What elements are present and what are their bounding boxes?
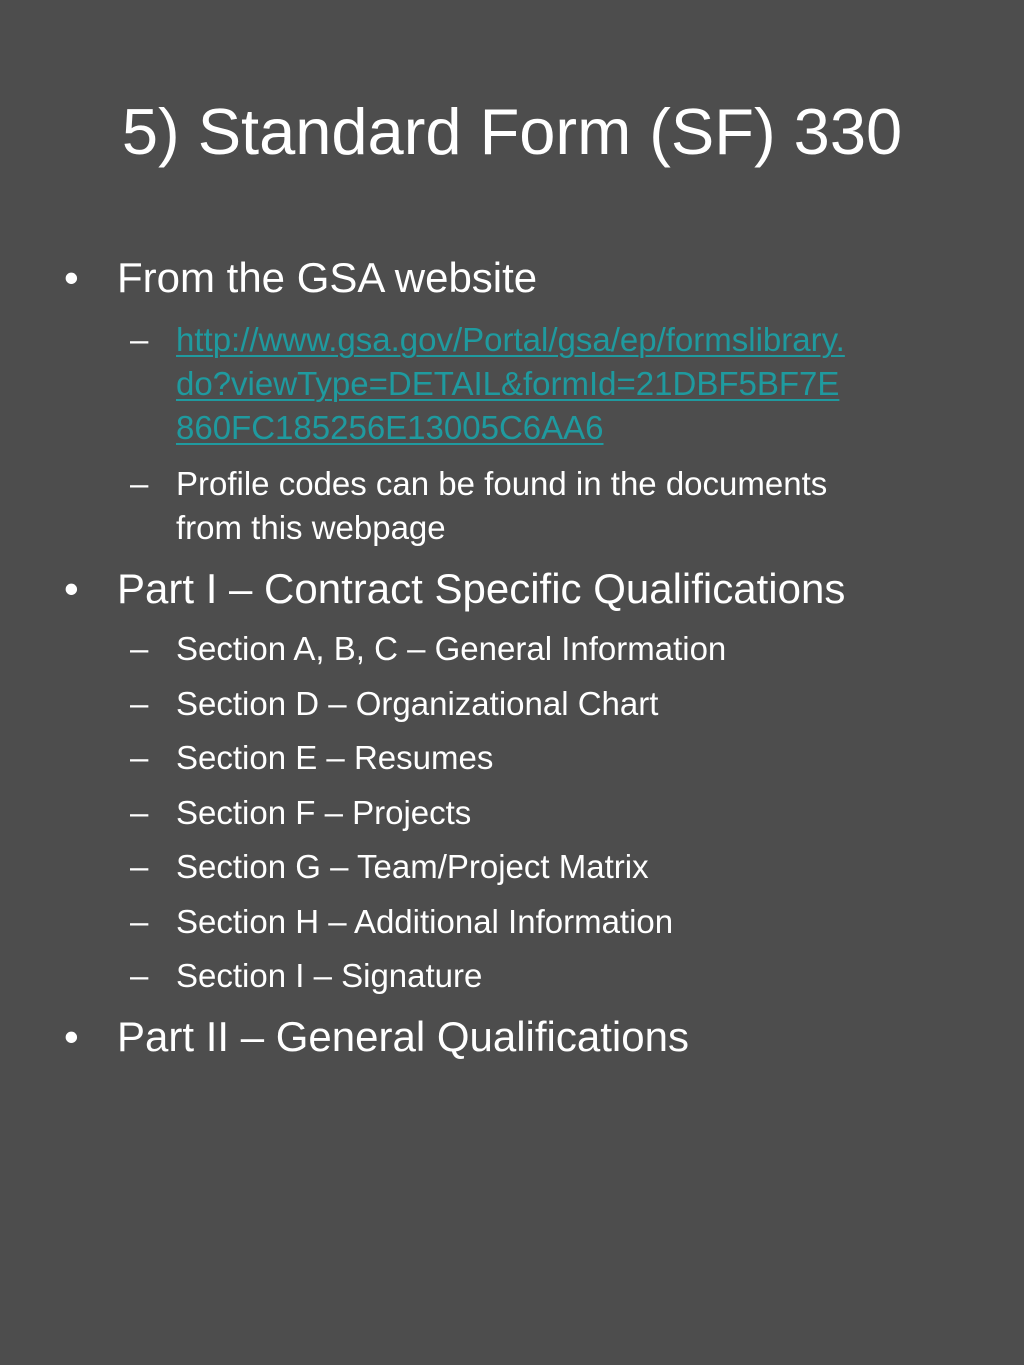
bullet-text: From the GSA website (117, 254, 538, 301)
gsa-forms-link[interactable] (176, 318, 845, 450)
bullet-marker: • (64, 1013, 79, 1060)
sub-item-text: Section D – Organizational Chart (176, 685, 659, 722)
dash-marker: – (130, 957, 149, 994)
sub-item-text: Section G – Team/Project Matrix (176, 848, 649, 885)
gsa-link-line-1[interactable]: http://www.gsa.gov/Portal/gsa/ep/formslibrary. (176, 321, 845, 358)
sub-item-text (176, 462, 827, 550)
sub-item-text: Section H – Additional Information (176, 903, 674, 940)
bullet-text: Part I – Contract Specific Qualifications (117, 565, 846, 612)
slide-title: 5) Standard Form (SF) 330 (121, 95, 903, 168)
profile-codes-line-2: from this webpage (176, 509, 446, 546)
sub-item-text: Section A, B, C – General Information (176, 630, 727, 667)
dash-marker: – (130, 321, 149, 358)
sub-item-text: Section F – Projects (176, 794, 472, 831)
dash-marker: – (130, 848, 149, 885)
gsa-link-line-2[interactable]: do?viewType=DETAIL&formId=21DBF5BF7E (176, 365, 840, 402)
sub-item-text: Section I – Signature (176, 957, 483, 994)
bullet-marker: • (64, 565, 79, 612)
bullet-text: Part II – General Qualifications (117, 1013, 689, 1060)
dash-marker: – (130, 739, 149, 776)
dash-marker: – (130, 465, 149, 502)
sub-item-text: Section E – Resumes (176, 739, 494, 776)
dash-marker: – (130, 794, 149, 831)
profile-codes-line-1: Profile codes can be found in the documents (176, 465, 828, 502)
bullet-marker: • (64, 254, 79, 301)
dash-marker: – (130, 630, 149, 667)
dash-marker: – (130, 903, 149, 940)
dash-marker: – (130, 685, 149, 722)
gsa-link-line-3[interactable]: 860FC185256E13005C6AA6 (176, 409, 604, 446)
